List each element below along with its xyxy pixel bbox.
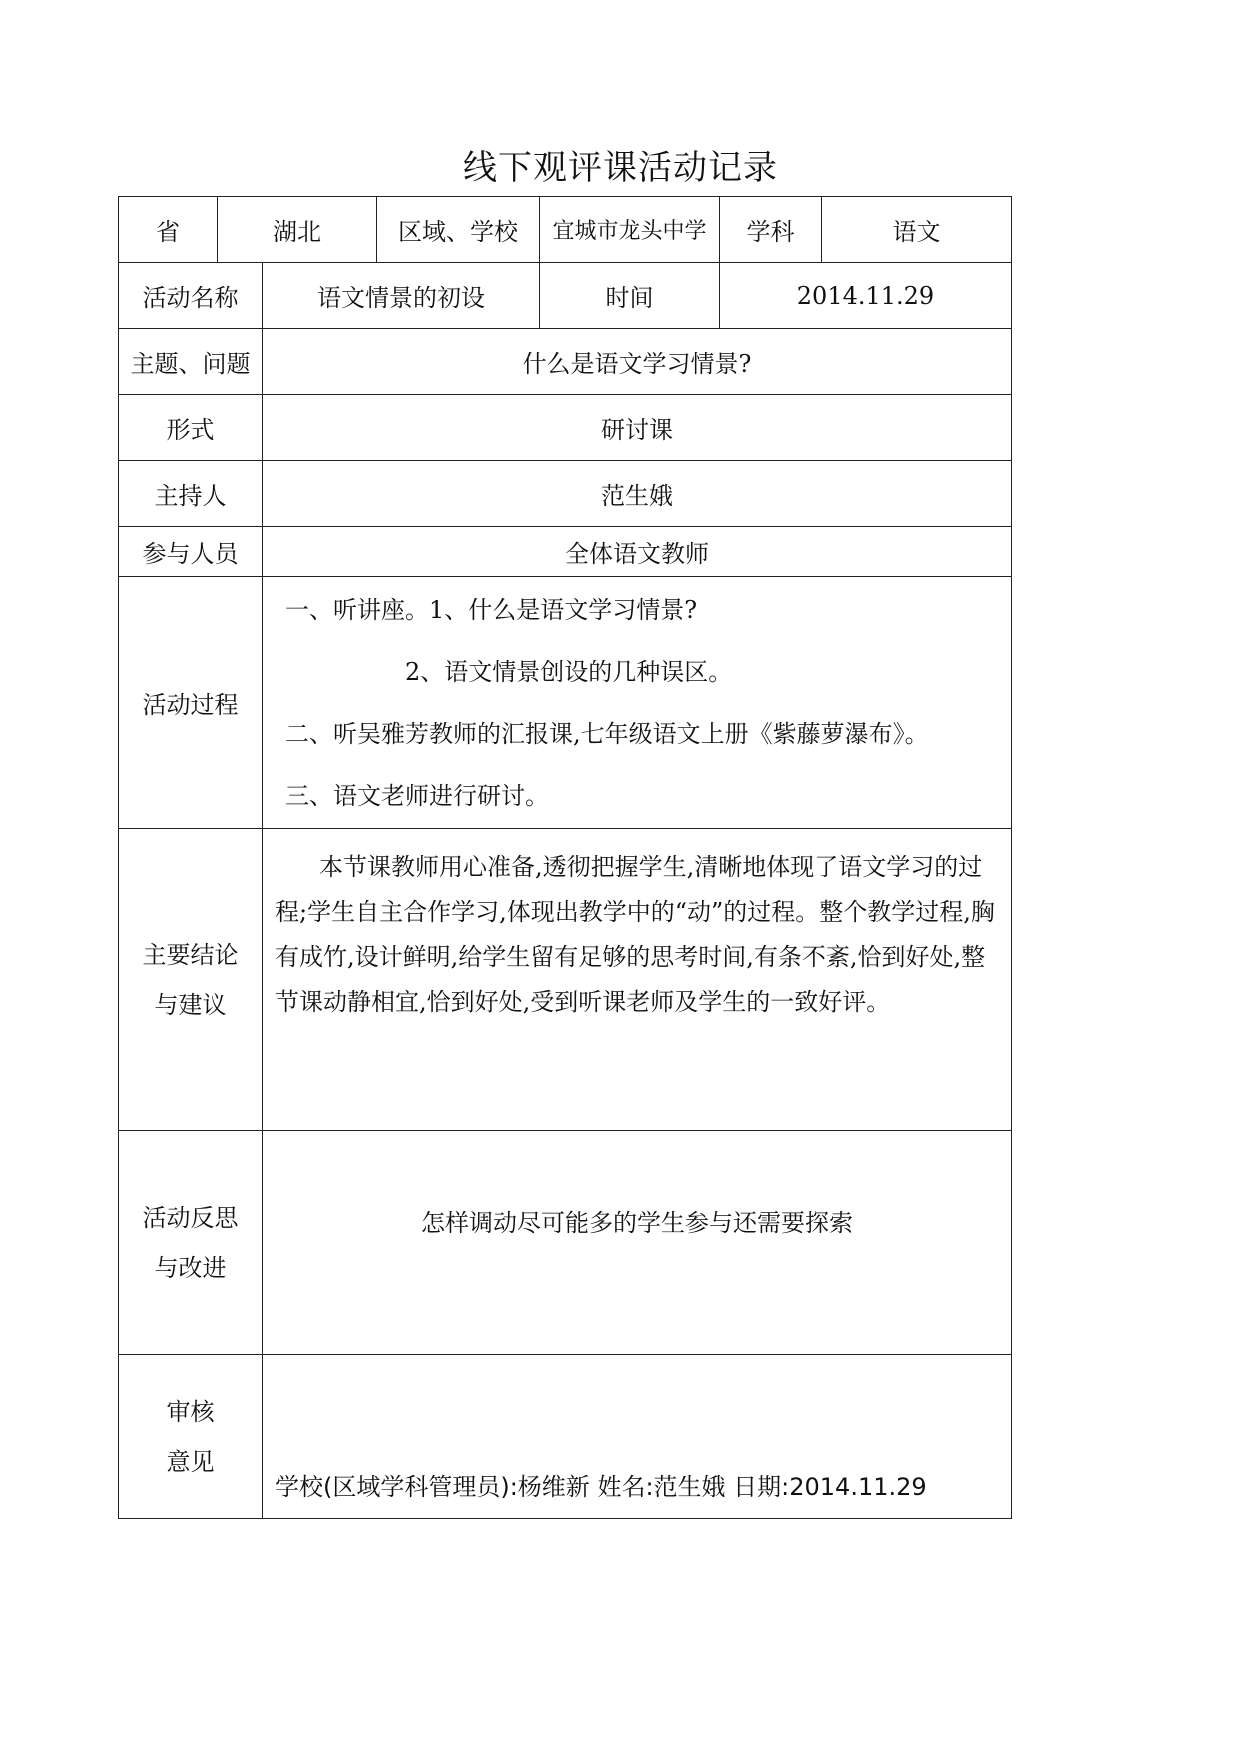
row-topic xyxy=(119,329,1012,395)
process-item: 2、语文情景创设的几种误区。 xyxy=(405,657,733,686)
participants-label: 参与人员 xyxy=(119,527,263,577)
record-table xyxy=(118,196,1012,1519)
area-label: 区域、学校 xyxy=(377,197,540,263)
process-item: 一、听讲座。1、什么是语文学习情景? xyxy=(285,595,698,624)
activity-name-value: 语文情景的初设 xyxy=(263,263,540,329)
page-title: 线下观评课活动记录 xyxy=(463,148,778,188)
conclusion-label-line1: 主要结论 xyxy=(142,940,239,969)
topic-value: 什么是语文学习情景? xyxy=(263,329,1012,395)
host-label: 主持人 xyxy=(119,461,263,527)
row-participants xyxy=(119,527,1012,577)
audit-label-line2: 意见 xyxy=(166,1447,215,1476)
conclusion-label xyxy=(119,829,263,1131)
row-process xyxy=(119,577,1012,829)
row-activity-name xyxy=(119,263,1012,329)
province-value: 湖北 xyxy=(218,197,377,263)
reflection-label xyxy=(119,1131,263,1355)
audit-label xyxy=(119,1355,263,1519)
subject-label: 学科 xyxy=(720,197,822,263)
conclusion-text: 本节课教师用心准备,透彻把握学生,清晰地体现了语文学习的过程;学生自主合作学习,体现出教学中的“动”的过程。整个教学过程,胸有成竹,设计鲜明,给学生留有足够的思考时间,有条不紊,恰到好处,整节课动静相宜,恰到好处,受到听课老师及学生的一致好评。 xyxy=(263,829,1012,1131)
reflection-label-line2: 与改进 xyxy=(154,1253,227,1282)
format-value: 研讨课 xyxy=(263,395,1012,461)
row-reflection xyxy=(119,1131,1012,1355)
time-value: 2014.11.29 xyxy=(720,263,1012,329)
area-value: 宜城市龙头中学 xyxy=(540,197,720,263)
row-conclusion xyxy=(119,829,1012,1131)
audit-label-line1: 审核 xyxy=(166,1397,215,1426)
province-label: 省 xyxy=(119,197,218,263)
row-format xyxy=(119,395,1012,461)
process-list xyxy=(263,577,1012,829)
participants-value: 全体语文教师 xyxy=(263,527,1012,577)
conclusion-label-line2: 与建议 xyxy=(154,990,227,1019)
time-label: 时间 xyxy=(540,263,720,329)
process-label: 活动过程 xyxy=(119,577,263,829)
reflection-text: 怎样调动尽可能多的学生参与还需要探索 xyxy=(263,1131,1012,1355)
audit-text: 学校(区域学科管理员):杨维新 姓名:范生娥 日期:2014.11.29 xyxy=(263,1355,1012,1519)
row-basic-info xyxy=(119,197,1012,263)
subject-value: 语文 xyxy=(822,197,1012,263)
row-audit xyxy=(119,1355,1012,1519)
format-label: 形式 xyxy=(119,395,263,461)
host-value: 范生娥 xyxy=(263,461,1012,527)
process-item: 二、听吴雅芳教师的汇报课,七年级语文上册《紫藤萝瀑布》。 xyxy=(285,719,929,748)
topic-label: 主题、问题 xyxy=(119,329,263,395)
reflection-label-line1: 活动反思 xyxy=(142,1203,239,1232)
activity-name-label: 活动名称 xyxy=(119,263,263,329)
process-item: 三、语文老师进行研讨。 xyxy=(285,781,549,810)
row-host xyxy=(119,461,1012,527)
